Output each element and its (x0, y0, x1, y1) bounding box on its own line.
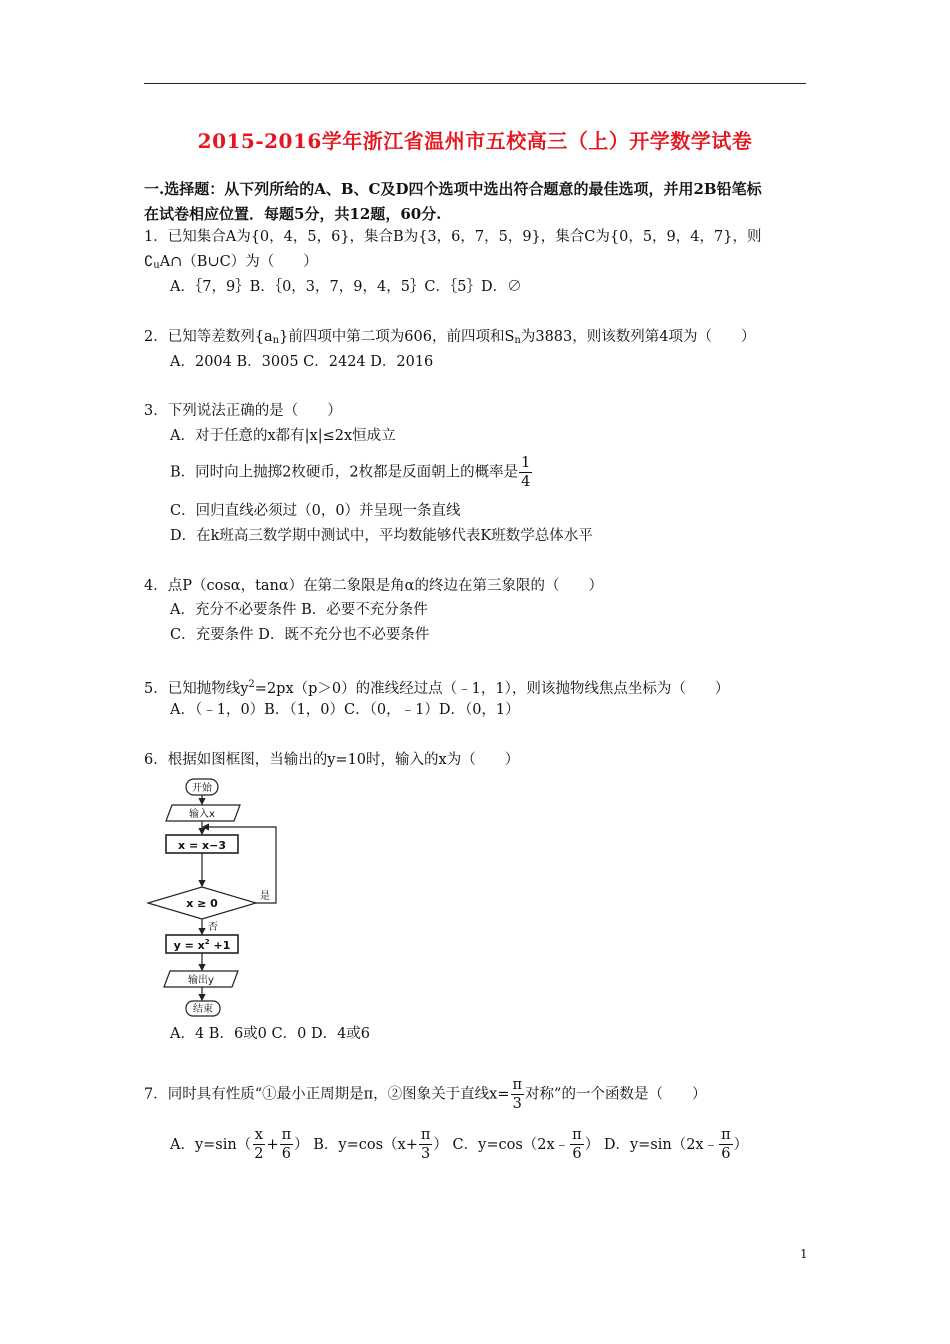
section-instruction-line2: 在试卷相应位置．每题5分，共12题，60分. (144, 205, 442, 223)
q4-options-cd: C．充要条件 D．既不充分也不必要条件 (170, 627, 430, 643)
header-rule (144, 83, 806, 84)
q2-text-3: 为3883，则该数列第4项为（ ） (520, 329, 756, 345)
q3-option-a: A．对于任意的x都有|x|≤2x恒成立 (170, 428, 396, 444)
q2-options: A．2004 B．3005 C．2424 D．2016 (170, 354, 434, 370)
fraction-pi-over-3: $\frac{\pi}{3}$ (420, 1127, 431, 1162)
flow-start-label: 开始 (192, 783, 212, 794)
flow-end-label: 结束 (193, 1004, 213, 1015)
q6-options: A．4 B．6或0 C．0 D．4或6 (170, 1026, 371, 1042)
flow-assign-label: x = x−3 (178, 839, 226, 852)
q4-options-ab: A．充分不必要条件 B．必要不充分条件 (170, 602, 428, 618)
flowchart (144, 775, 284, 1020)
flow-output-label: 输出y (188, 975, 214, 986)
fraction-pi-over-6: $\frac{\pi}{6}$ (721, 1127, 731, 1162)
q5-stem (144, 676, 729, 698)
page-title: 2015-2016学年浙江省温州市五校高三（上）开学数学试卷 (197, 129, 753, 153)
flow-compute-sup: 2 (204, 938, 210, 946)
q2-sub-2: n (514, 335, 521, 346)
q3-stem: 3．下列说法正确的是（ ） (144, 403, 342, 419)
fraction-x-over-2: $\frac{x}{2}$ (254, 1127, 264, 1162)
q5-text-1: 5．已知抛物线y (144, 681, 249, 697)
q7-text-2: 对称”的一个函数是（ ） (525, 1086, 707, 1103)
q7-option-a: A．y=sin（ $\frac{x}{2}$ + $\frac{\pi}{6}$ ） (170, 1127, 309, 1162)
q7-text-1: 7．同时具有性质“①最小正周期是π，②图象关于直线x= (144, 1086, 510, 1103)
q3-option-c: C．回归直线必须过（0，0）并呈现一条直线 (170, 503, 461, 519)
q2-sub-1: n (272, 335, 280, 346)
complement-subscript: u (153, 260, 160, 271)
flow-compute-label (174, 938, 231, 952)
q4-stem: 4．点P（cosα，tanα）在第二象限是角α的终边在第三象限的（ ） (144, 578, 603, 594)
q1-expression: A∩（B∪C）为（ ） (159, 254, 318, 270)
q1-options: A．｛7，9｝B．｛0，3，7，9，4，5｝C．｛5｝D．∅ (170, 279, 522, 295)
fraction-one-quarter: $\frac{1}{4}$ (521, 455, 531, 490)
fraction-pi-over-3: $\frac{\pi}{3}$ (512, 1077, 523, 1112)
flow-cond-label: x ≥ 0 (186, 897, 218, 910)
q5-superscript: 2 (248, 679, 255, 690)
q1-stem: 1．已知集合A为{0，4，5，6}，集合B为{3，6，7，5，9}，集合C为{0，5，9，4，7}，则 (144, 229, 762, 245)
flow-input-label: 输入x (189, 809, 215, 820)
q2-text-2: }前四项中第二项为606，前四项和S (279, 329, 515, 345)
q5-options: A．（﹣1，0）B．（1，0）C．（0，﹣1）D．（0，1） (170, 702, 520, 718)
page-number: 1 (800, 1247, 808, 1261)
complement-symbol: ∁ (144, 254, 154, 270)
q6-stem: 6．根据如图框图，当输出的y=10时，输入的x为（ ） (144, 752, 520, 768)
flow-yes-label: 是 (260, 891, 270, 902)
q7-options (170, 1126, 748, 1163)
q3-option-b (170, 454, 533, 491)
q7-option-d: D．y=sin（2x﹣ $\frac{\pi}{6}$ ） (603, 1127, 749, 1162)
q7-stem (144, 1076, 706, 1113)
q7-option-b: B．y=cos（x+ $\frac{\pi}{3}$ ） (313, 1127, 448, 1162)
flow-compute-tail: +1 (209, 939, 231, 952)
q3-option-b-text: B．同时向上抛掷2枚硬币，2枚都是反面朝上的概率是 (170, 464, 519, 481)
q7-option-c: C．y=cos（2x﹣ $\frac{\pi}{6}$ ） (452, 1127, 600, 1162)
fraction-pi-over-6: $\frac{\pi}{6}$ (281, 1127, 292, 1162)
section-instruction-line1: 一.选择题：从下列所给的A、B、C及D四个选项中选出符合题意的最佳选项，并用2B铅笔标 (144, 180, 762, 198)
fraction-pi-over-6: $\frac{\pi}{6}$ (572, 1127, 582, 1162)
q2-text-1: 2．已知等差数列{a (144, 329, 273, 345)
q2-stem (144, 328, 756, 350)
q1-stem-cont (144, 253, 318, 275)
flow-compute-base: y = x (173, 939, 205, 952)
q5-text-2: =2px（p＞0）的准线经过点（﹣1，1），则该抛物线焦点坐标为（ ） (254, 681, 730, 697)
flow-no-label: 否 (208, 922, 218, 933)
q3-option-d: D．在k班高三数学期中测试中，平均数能够代表K班数学总体水平 (170, 528, 593, 544)
